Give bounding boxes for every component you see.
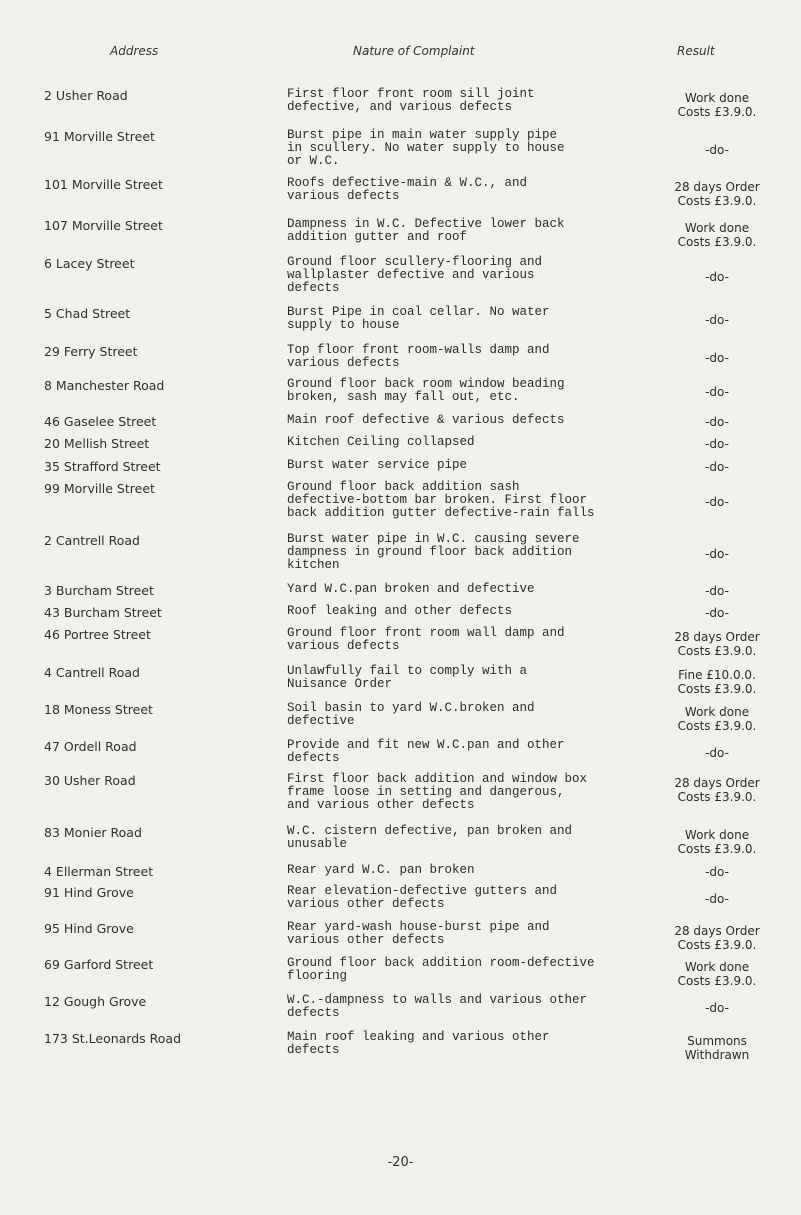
table-row xyxy=(0,1025,801,1065)
complaint-cell: Rear yard-wash house-burst pipe and various other defects xyxy=(287,920,550,947)
address-cell: 91 Hind Grove xyxy=(44,885,134,900)
complaint-cell: Rear yard W.C. pan broken xyxy=(287,863,475,877)
table-row xyxy=(0,250,801,300)
address-cell: 69 Garford Street xyxy=(44,957,154,972)
result-cell: 28 days Order Costs £3.9.0. xyxy=(674,776,760,804)
table-row xyxy=(0,171,801,212)
address-cell: 83 Monier Road xyxy=(44,825,142,840)
result-cell: -do- xyxy=(705,746,729,760)
result-cell: -do- xyxy=(705,460,729,474)
address-cell: 46 Portree Street xyxy=(44,627,151,642)
address-cell: 99 Morville Street xyxy=(44,481,155,496)
result-cell: 28 days Order Costs £3.9.0. xyxy=(674,630,760,658)
address-cell: 30 Usher Road xyxy=(44,773,136,788)
table-row xyxy=(0,82,801,123)
complaint-cell: Top floor front room-walls damp and various defects xyxy=(287,343,550,370)
complaint-cell: Ground floor back addition sash defective-bottom bar broken. First floor back addition gutter defective-rain falls xyxy=(287,480,595,520)
complaint-cell: Rear elevation-defective gutters and various other defects xyxy=(287,884,558,911)
table-row xyxy=(0,915,801,951)
address-cell: 29 Ferry Street xyxy=(44,344,138,359)
complaints-table xyxy=(0,82,801,1065)
table-row xyxy=(0,988,801,1025)
table-row xyxy=(0,767,801,819)
result-cell: Fine £10.0.0. Costs £3.9.0. xyxy=(677,668,757,696)
address-cell: 4 Ellerman Street xyxy=(44,864,154,879)
address-cell: 46 Gaselee Street xyxy=(44,414,157,429)
result-cell: Work done Costs £3.9.0. xyxy=(677,828,757,856)
complaint-cell: Main roof defective & various defects xyxy=(287,413,565,427)
complaint-cell: Main roof leaking and various other defects xyxy=(287,1030,550,1057)
table-row xyxy=(0,577,801,599)
address-cell: 5 Chad Street xyxy=(44,306,131,321)
address-cell: 18 Moness Street xyxy=(44,702,153,717)
result-cell: -do- xyxy=(705,865,729,879)
address-cell: 173 St.Leonards Road xyxy=(44,1031,182,1046)
address-cell: 35 Strafford Street xyxy=(44,459,161,474)
table-row xyxy=(0,696,801,733)
complaint-cell: Dampness in W.C. Defective lower back addition gutter and roof xyxy=(287,217,565,244)
address-cell: 2 Cantrell Road xyxy=(44,533,140,548)
complaint-cell: Kitchen Ceiling collapsed xyxy=(287,435,475,449)
table-row xyxy=(0,527,801,577)
header-nature-of-complaint: Nature of Complaint xyxy=(353,44,475,58)
column-headers xyxy=(0,44,801,64)
complaint-cell: W.C. cistern defective, pan broken and unusable xyxy=(287,824,573,851)
result-cell: -do- xyxy=(705,1001,729,1015)
address-cell: 101 Morville Street xyxy=(44,177,163,192)
result-cell: Work done Costs £3.9.0. xyxy=(677,705,757,733)
table-row xyxy=(0,123,801,171)
header-address: Address xyxy=(110,44,159,58)
result-cell: -do- xyxy=(705,606,729,620)
result-cell: -do- xyxy=(705,313,729,327)
result-cell: -do- xyxy=(705,584,729,598)
complaint-cell: Ground floor back room window beading broken, sash may fall out, etc. xyxy=(287,377,565,404)
header-result: Result xyxy=(677,44,715,58)
result-cell: -do- xyxy=(705,547,729,561)
result-cell: 28 days Order Costs £3.9.0. xyxy=(674,924,760,952)
complaint-cell: First floor front room sill joint defective, and various defects xyxy=(287,87,535,114)
address-cell: 4 Cantrell Road xyxy=(44,665,140,680)
address-cell: 107 Morville Street xyxy=(44,218,163,233)
complaint-cell: Unlawfully fail to comply with a Nuisance Order xyxy=(287,664,528,691)
result-cell: Summons Withdrawn xyxy=(684,1034,750,1062)
complaint-cell: Ground floor back addition room-defective flooring xyxy=(287,956,595,983)
complaint-cell: Burst water pipe in W.C. causing severe dampness in ground floor back addition kitchen xyxy=(287,532,580,572)
complaint-cell: Burst Pipe in coal cellar. No water supply to house xyxy=(287,305,550,332)
result-cell: 28 days Order Costs £3.9.0. xyxy=(674,180,760,208)
address-cell: 12 Gough Grove xyxy=(44,994,147,1009)
address-cell: 6 Lacey Street xyxy=(44,256,135,271)
address-cell: 91 Morville Street xyxy=(44,129,155,144)
complaint-cell: Yard W.C.pan broken and defective xyxy=(287,582,535,596)
complaint-cell: Roofs defective-main & W.C., and various defects xyxy=(287,176,528,203)
address-cell: 95 Hind Grove xyxy=(44,921,134,936)
result-cell: -do- xyxy=(705,351,729,365)
result-cell: -do- xyxy=(705,495,729,509)
result-cell: Work done Costs £3.9.0. xyxy=(677,960,757,988)
result-cell: -do- xyxy=(705,385,729,399)
address-cell: 2 Usher Road xyxy=(44,88,128,103)
address-cell: 8 Manchester Road xyxy=(44,378,165,393)
table-row xyxy=(0,879,801,915)
complaint-cell: Burst pipe in main water supply pipe in scullery. No water supply to house or W.C. xyxy=(287,128,565,168)
complaint-cell: Burst water service pipe xyxy=(287,458,468,472)
result-cell: Work done Costs £3.9.0. xyxy=(677,91,757,119)
complaint-cell: Roof leaking and other defects xyxy=(287,604,513,618)
result-cell: -do- xyxy=(705,415,729,429)
table-row xyxy=(0,858,801,879)
table-row xyxy=(0,951,801,988)
complaint-cell: Provide and fit new W.C.pan and other defects xyxy=(287,738,565,765)
table-row xyxy=(0,453,801,475)
complaint-cell: Ground floor front room wall damp and various defects xyxy=(287,626,565,653)
table-row xyxy=(0,599,801,621)
table-row xyxy=(0,430,801,453)
complaint-cell: Soil basin to yard W.C.broken and defective xyxy=(287,701,535,728)
table-row xyxy=(0,621,801,659)
complaint-cell: Ground floor scullery-flooring and wallplaster defective and various defects xyxy=(287,255,543,295)
address-cell: 20 Mellish Street xyxy=(44,436,150,451)
address-cell: 43 Burcham Street xyxy=(44,605,162,620)
table-row xyxy=(0,819,801,858)
result-cell: -do- xyxy=(705,437,729,451)
address-cell: 47 Ordell Road xyxy=(44,739,137,754)
address-cell: 3 Burcham Street xyxy=(44,583,154,598)
table-row xyxy=(0,408,801,430)
table-row xyxy=(0,372,801,408)
table-row xyxy=(0,212,801,250)
complaint-cell: W.C.-dampness to walls and various other defects xyxy=(287,993,588,1020)
table-row xyxy=(0,338,801,372)
complaint-cell: First floor back addition and window box frame loose in setting and dangerous, and various other defects xyxy=(287,772,588,812)
table-row xyxy=(0,733,801,767)
table-row xyxy=(0,659,801,696)
result-cell: -do- xyxy=(705,892,729,906)
result-cell: Work done Costs £3.9.0. xyxy=(677,221,757,249)
table-row xyxy=(0,300,801,338)
page-number: -20- xyxy=(387,1155,414,1170)
result-cell: -do- xyxy=(705,143,729,157)
result-cell: -do- xyxy=(705,270,729,284)
table-row xyxy=(0,475,801,527)
